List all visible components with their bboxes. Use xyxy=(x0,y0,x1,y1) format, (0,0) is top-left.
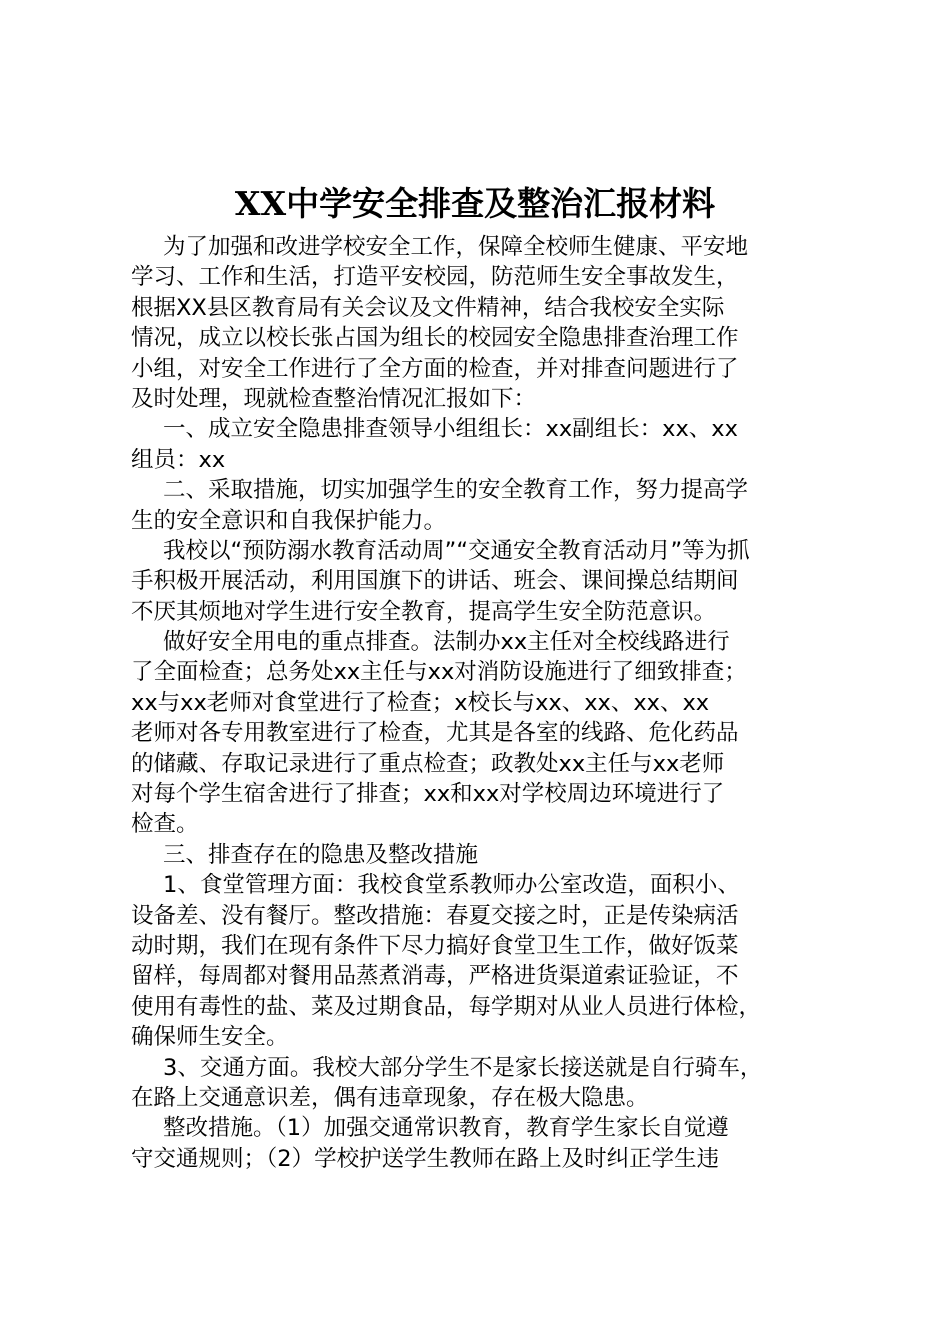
body-line: 了全面检查；总务处xx主任与xx对消防设施进行了细致排查； xyxy=(131,659,747,686)
body-line: xx与xx老师对食堂进行了检查；x校长与xx、xx、xx、xx xyxy=(131,689,710,716)
body-line: 守交通规则；（2）学校护送学生教师在路上及时纠正学生违 xyxy=(131,1145,720,1172)
body-line: 动时期，我们在现有条件下尽力搞好食堂卫生工作，做好饭菜 xyxy=(131,932,739,959)
body-line: 三、排查存在的隐患及整改措施 xyxy=(163,841,479,868)
body-line: 对每个学生宿舍进行了排查；xx和xx对学校周边环境进行了 xyxy=(131,781,725,808)
body-line: 学习、工作和生活，打造平安校园，防范师生安全事故发生， xyxy=(131,264,739,291)
body-line: 检查。 xyxy=(131,811,199,838)
body-line: 在路上交通意识差，偶有违章现象，存在极大隐患。 xyxy=(131,1084,649,1111)
body-line: 老师对各专用教室进行了检查，尤其是各室的线路、危化药品 xyxy=(131,720,739,747)
body-line: 及时处理，现就检查整治情况汇报如下： xyxy=(131,385,537,412)
body-line: 二、采取措施，切实加强学生的安全教育工作，努力提高学 xyxy=(163,477,749,504)
body-line: 使用有毒性的盐、菜及过期食品，每学期对从业人员进行体检， xyxy=(131,993,762,1020)
body-line: 确保师生安全。 xyxy=(131,1024,289,1051)
body-line: 根据XX县区教育局有关会议及文件精神，结合我校安全实际 xyxy=(131,294,725,321)
body-line: 1、食堂管理方面：我校食堂系教师办公室改造，面积小、 xyxy=(163,872,740,899)
body-line: 做好安全用电的重点排查。法制办xx主任对全校线路进行 xyxy=(163,629,730,656)
document-title: XX中学安全排查及整治汇报材料 xyxy=(234,184,716,223)
body-line: 为了加强和改进学校安全工作，保障全校师生健康、平安地 xyxy=(163,234,749,260)
body-line: 生的安全意识和自我保护能力。 xyxy=(131,507,447,534)
body-line: 一、成立安全隐患排查领导小组组长：xx副组长：xx、xx xyxy=(163,416,738,443)
body-line: 留样，每周都对餐用品蒸煮消毒，严格进货渠道索证验证，不 xyxy=(131,963,739,990)
body-line: 我校以“预防溺水教育活动周”“交通安全教育活动月”等为抓 xyxy=(163,537,750,564)
body-line: 小组，对安全工作进行了全方面的检查，并对排查问题进行了 xyxy=(131,355,739,382)
body-line: 情况，成立以校长张占国为组长的校园安全隐患排查治理工作 xyxy=(131,325,739,352)
body-line: 手积极开展活动，利用国旗下的讲话、班会、课间操总结期间 xyxy=(131,568,739,595)
body-line: 设备差、没有餐厅。整改措施：春夏交接之时，正是传染病活 xyxy=(131,902,739,929)
body-line: 整改措施。（1）加强交通常识教育，教育学生家长自觉遵 xyxy=(163,1115,729,1142)
document-body xyxy=(131,232,821,1174)
body-line: 的储藏、存取记录进行了重点检查；政教处xx主任与xx老师 xyxy=(131,750,725,777)
body-line: 组员：xx xyxy=(131,446,226,473)
body-line: 不厌其烦地对学生进行安全教育，提高学生安全防范意识。 xyxy=(131,598,717,625)
body-line: 3、交通方面。我校大部分学生不是家长接送就是自行骑车， xyxy=(163,1054,763,1081)
